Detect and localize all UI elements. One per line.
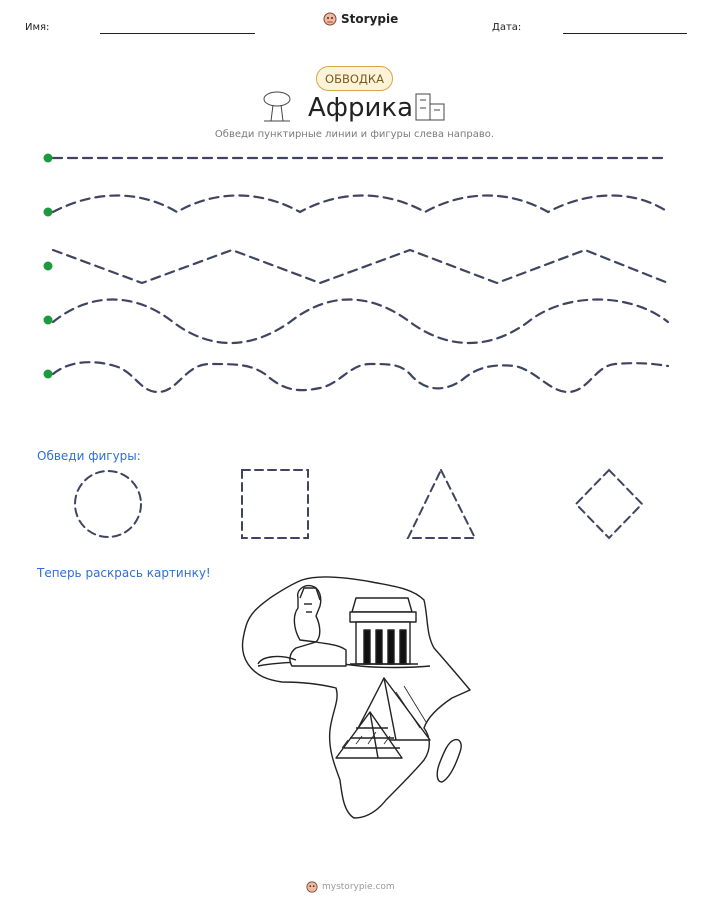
pyramids-drawing [336,678,430,758]
date-label: Дата: [492,22,522,33]
brand-name: Storypie [341,12,399,26]
shapes-section-label: Обведи фигуры: [37,449,141,463]
africa-coloring-picture[interactable] [243,577,471,818]
footer-site[interactable]: mystorypie.com [322,882,395,892]
page-title: Африка [308,93,414,123]
footer [306,881,395,893]
instruction-text: Обведи пунктирные линии и фигуры слева направо. [214,129,495,140]
storypie-mascot-icon [306,881,318,893]
madagascar-island[interactable] [437,740,461,782]
coloring-section-label: Теперь раскрась картинку! [37,566,211,580]
tracing-badge: ОБВОДКА [316,66,393,91]
egyptian-temple-drawing [350,598,418,664]
name-label: Имя: [25,22,50,33]
